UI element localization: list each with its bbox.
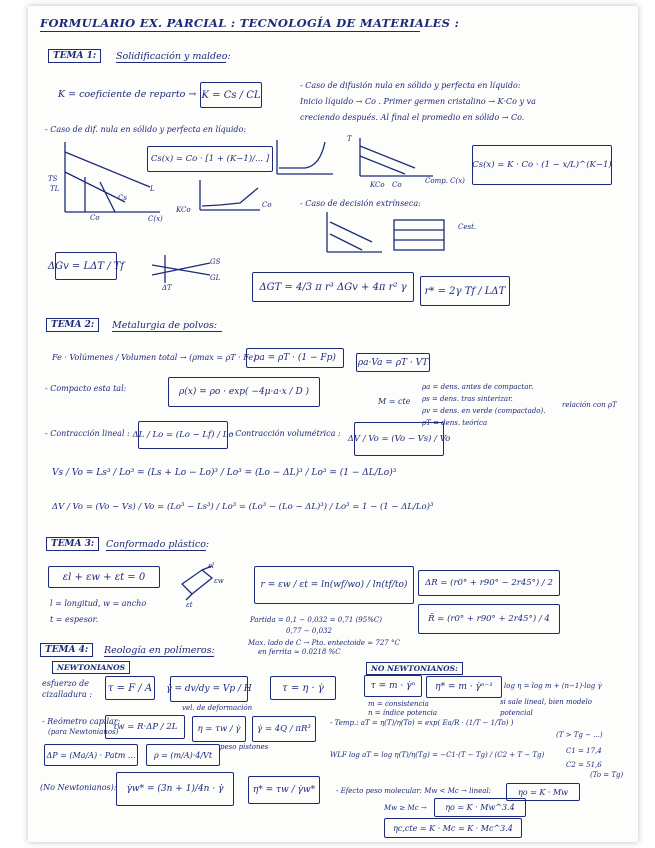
label-comp: Comp. C(x) xyxy=(425,177,465,185)
label-co-2: Co xyxy=(262,201,272,209)
capillary-label: - Reómetro capilar: xyxy=(42,717,121,726)
dgv-box: ΔGv = LΔT / Tf xyxy=(55,252,117,280)
cs-scheil-box: Cs(x) = Co · [1 + (K−1)/... ] xyxy=(147,146,273,172)
contraction-vol-label: - Contracción volumétrica : xyxy=(230,429,341,438)
t1-note-3: creciendo después. Al final el promedio en sólido → Co. xyxy=(300,113,525,122)
wlf-tg: (To = Tg) xyxy=(590,771,624,779)
volume-eq-2: ΔV / Vo = (Vo − Vs) / Vo = (Lo³ − Ls³) / Lo³ = (Lo³ − (Lo − ΔL)³) / Lo³ = 1 − (1 − ΔL/Lo)³ xyxy=(52,502,434,512)
tema3-heading-underline xyxy=(106,550,206,551)
capillary-note: (para Newtonianos) xyxy=(48,728,119,736)
eta-kmw34-box: ηo = K · Mw^3.4 xyxy=(434,798,526,817)
n-definition: n = índice potencia xyxy=(368,709,438,717)
dgt-box: ΔGT = 4/3 π r³ ΔGv + 4π r² γ xyxy=(252,272,414,302)
vel-def-label: vel. de deformación xyxy=(182,704,253,712)
r-box: r = εw / εt = ln(wf/wo) / ln(tf/to) xyxy=(254,566,414,604)
k-box: K = Cs / CL xyxy=(200,82,262,108)
gamma-capillary-box: γ̇ = 4Q / πR³ xyxy=(252,716,316,742)
title-underline xyxy=(40,31,420,32)
px-box: ρ(x) = ρo · exp( −4μ·a·x / D ) xyxy=(168,377,320,407)
tema3-tag: TEMA 3: xyxy=(46,537,99,551)
curve-sketch xyxy=(275,140,335,180)
wlf-c1: C1 = 17,4 xyxy=(566,747,602,755)
rho-item-1: ρa = dens. antes de compactar. xyxy=(422,383,534,391)
rho-item-3: ρv = dens. en verde (compactado). xyxy=(422,407,546,415)
eta-star-box: η* = τw / γ̇w* xyxy=(248,776,320,804)
label-ew: εw xyxy=(214,577,224,585)
delta-p-box: ΔP = (Ma/A) · Patm ... xyxy=(44,744,138,766)
t1-note-1: - Caso de difusión nula en sólido y perfecta en líquido: xyxy=(300,81,521,90)
tema1-heading-underline xyxy=(116,62,226,63)
tau-eta-box: τ = η · γ̇ xyxy=(270,676,336,700)
log-eq: log η = log m + (n−1)·log γ̇ xyxy=(504,682,602,690)
delta-r-box: ΔR = (r0° + r90° − 2r45°) / 2 xyxy=(418,570,560,596)
rstar-box: r* = 2γ Tf / LΔT xyxy=(420,276,510,306)
label-cest: Cest. xyxy=(458,223,477,231)
label-tl: TL xyxy=(50,185,60,193)
pava-box: ρa·Va = ρT · VT xyxy=(356,353,430,372)
label-l: L xyxy=(150,185,155,193)
label-cx: C(x) xyxy=(148,215,163,223)
extrinsic-sketch xyxy=(322,212,462,260)
log-note: si sale lineal, bien modelo potencial xyxy=(500,698,592,717)
label-co-3: Co xyxy=(392,181,402,189)
tema1-heading: Solidificación y maldeo: xyxy=(116,51,231,62)
label-kco-2: KCo xyxy=(370,181,385,189)
tema2-tag: TEMA 2: xyxy=(46,318,99,332)
profile-sketch xyxy=(200,180,270,212)
fe-line: Fe · Volúmenes / Volumen total → (ρmax = ρT · Fe) xyxy=(52,353,257,362)
wlf-c2: C2 = 51,6 xyxy=(566,761,602,769)
label-ts: TS xyxy=(48,175,58,183)
mcte-label: M = cte xyxy=(378,397,411,406)
eta-power-box: η* = m · γ̇ⁿ⁻¹ xyxy=(426,676,502,698)
tema2-heading: Metalurgia de polvos: xyxy=(112,320,218,331)
lw-definition: l = longitud, w = ancho xyxy=(50,599,147,608)
eq-case-heading: - Caso de decisión extrínseca: xyxy=(300,199,421,208)
rho-box: ρ = (m/A)·4/Vt xyxy=(146,744,220,766)
label-kco: KCo xyxy=(176,206,191,214)
rho-relation: relación con ρT xyxy=(562,401,617,409)
label-t: T xyxy=(347,135,352,143)
rho-item-2: ρs = dens. tras sinterizar. xyxy=(422,395,513,403)
rho-item-4: ρT = dens. teórica xyxy=(422,419,488,427)
peso-label: peso pistones xyxy=(220,743,269,751)
t1-note-2: Inicio líquido → Co . Primer germen cristalino → K·Co y va xyxy=(300,97,536,106)
k-definition: K = coeficiente de reparto → xyxy=(58,89,197,100)
gamma-w-star-box: γ̇w* = (3n + 1)/4n · γ̇ xyxy=(116,772,234,806)
page-title: FORMULARIO EX. PARCIAL : TECNOLOGÍA DE MATERIALES : xyxy=(40,16,460,30)
tema4-heading-underline xyxy=(104,656,214,657)
mw-ge-mc: Mw ≥ Mc → xyxy=(384,804,427,812)
volume-eq-1: Vs / Vo = Ls³ / Lo³ = (Ls + Lo − Lo)³ / Lo³ = (Lo − ΔL)³ / Lo³ = (1 − ΔL/Lo)³ xyxy=(52,468,397,478)
tema4-heading: Reología en polímeros: xyxy=(104,645,215,656)
label-el: εl xyxy=(208,562,214,570)
r-bar-box: R̄ = (r0° + r90° + 2r45°) / 4 xyxy=(418,604,560,634)
mw-effect-label: - Efecto peso molecular: Mw < Mc → lineal: xyxy=(336,787,492,795)
tema3-heading: Conformado plástico: xyxy=(106,539,210,550)
phase-diagram-sketch-2 xyxy=(355,138,435,183)
temp-arrhenius: - Temp.: aT = η(T)/η(To) = exp( Ea/R · (1/T − 1/To) ) xyxy=(330,719,514,727)
label-gl: GL xyxy=(210,274,221,282)
eta-kmw-box: ηo = K · Mw xyxy=(506,783,580,801)
m-definition: m = consistencia xyxy=(368,700,429,708)
wlf-eq: WLF log aT = log η(T)/η(Tg) = −C1·(T − Tg) / (C2 + T − Tg) xyxy=(330,751,545,759)
vol-box: ΔV / Vo = (Vo − Vs) / Vo xyxy=(354,422,444,456)
tema4-tag: TEMA 4: xyxy=(40,643,93,657)
tema1-tag: TEMA 1: xyxy=(48,49,101,63)
label-gs: GS xyxy=(210,258,221,266)
eutectoid-note-b: en ferrita ≈ 0.0218 %C xyxy=(258,648,341,656)
non-newtonian-label: (No Newtonianos): xyxy=(40,783,117,792)
eutectoid-note-a: Max. lado de C → Pto. entectoide ≈ 727 °C xyxy=(248,639,400,647)
strain-sum-box: εl + εw + εt = 0 xyxy=(48,566,160,588)
gamma-dot-box: γ̇ = dv/dy = Vp / H xyxy=(170,676,248,702)
lin-box: ΔL / Lo = (Lo − Lf) / Lo xyxy=(138,421,228,449)
tema2-heading-underline xyxy=(112,331,222,332)
partida-line-2: 0,77 − 0,032 xyxy=(286,627,332,635)
shear-stress-label: esfuerzo de cizalladura : xyxy=(42,679,93,699)
tau-w-box: τw = R·ΔP / 2L xyxy=(105,715,185,739)
non-newtonian-tag: NO NEWTONIANOS: xyxy=(366,662,463,675)
compacto-label: - Compacto esta tal: xyxy=(45,384,127,393)
contraction-lin-label: - Contracción lineal : xyxy=(45,429,130,438)
temp-range: (T > Tg − ...) xyxy=(556,731,603,739)
label-et: εt xyxy=(186,601,193,609)
label-cs: Cs xyxy=(118,194,127,202)
tau-power-box: τ = m · γ̇ⁿ xyxy=(364,675,422,697)
eta-capillary-box: η = τw / γ̇ xyxy=(192,716,246,742)
partida-line: Partida = 0,1 − 0,032 = 0,71 (95%C) xyxy=(250,616,382,624)
diff-null-heading: - Caso de dif. nula en sólido y perfecta en líquido: xyxy=(45,125,247,134)
eta-critical-box: ηc,cte = K · Mc = K · Mc^3.4 xyxy=(384,818,522,838)
t-definition: t = espesor. xyxy=(50,615,99,624)
pa-box: ρa = ρT · (1 − Fp) xyxy=(246,348,344,368)
cs-final-box: Cs(x) = K · Co · (1 − x/L)^(K−1) xyxy=(472,145,612,185)
newtonian-tag: NEWTONIANOS xyxy=(52,661,130,674)
tau-box: τ = F / A xyxy=(105,676,155,700)
label-co: Co xyxy=(90,214,100,222)
label-dt: ΔT xyxy=(162,284,172,292)
